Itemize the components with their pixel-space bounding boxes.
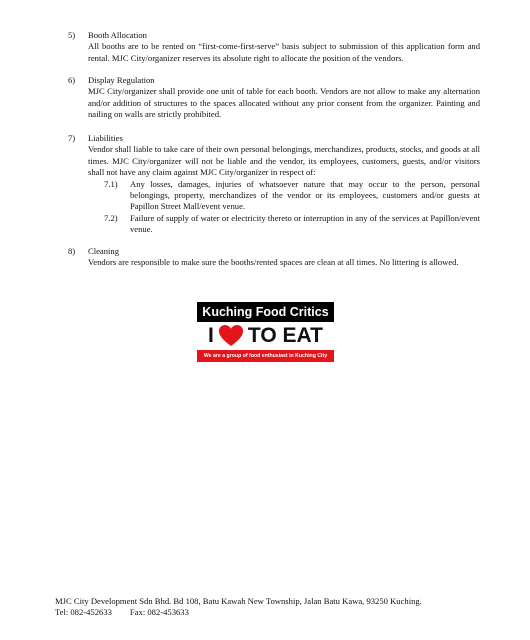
section-number: 8) <box>68 246 76 256</box>
section-number: 7) <box>68 133 76 143</box>
kuching-food-critics-logo <box>197 302 334 364</box>
liability-item <box>104 213 480 236</box>
section-title: Booth Allocation <box>88 30 147 40</box>
footer-contact <box>55 607 495 618</box>
footer-address: MJC City Development Sdn Bhd. Bd 108, Batu Kawah New Township, Jalan Batu Kawa, 93250 Kuching. <box>55 596 422 606</box>
liability-item <box>104 179 480 213</box>
liability-item-text: Failure of supply of water or electricity thereto or interruption in any of the services at Papillon/event venue. <box>130 212 480 235</box>
footer-tel: Tel: 082-452633 <box>55 607 112 617</box>
heart-icon <box>219 325 243 347</box>
section-body: Vendor shall liable to take care of their own personal belongings, merchandizes, products, stocks, and goods at all times. MJC City/organizer will not be liable and the vendor, its employees, customers, guests, and/or visitors shall not have any claim against MJC City/organizer in respect of: <box>88 144 480 178</box>
section-body: MJC City/organizer shall provide one unit of table for each booth. Vendors are not allow to make any alternation and/or addition of structures to the spaces allocated without any prior consent from the organizer. Painting and nailing on walls are strictly prohibited. <box>88 86 480 120</box>
page-footer <box>55 596 495 618</box>
liability-item-number: 7.1) <box>104 178 118 189</box>
section-title: Display Regulation <box>88 75 155 85</box>
logo-slogan-left: I <box>208 324 214 347</box>
liability-item-text: Any losses, damages, injuries of whatsoever nature that may occur to the person, personal belongings, property, merchandizes of the vendor or its employees, customers and/or guests at Papillon Street Mall/event venue. <box>130 178 480 212</box>
logo-slogan <box>197 322 334 350</box>
section-body: Vendors are responsible to make sure the booths/rented spaces are clean at all times. No littering is allowed. <box>88 257 459 268</box>
section-cleaning <box>68 246 480 269</box>
section-number: 5) <box>68 30 76 40</box>
section-display-regulation <box>68 75 480 121</box>
section-liabilities <box>68 133 480 236</box>
logo-tagline: We are a group of food enthusiast in Kuching City <box>197 350 334 362</box>
logo-title: Kuching Food Critics <box>197 302 334 322</box>
logo-slogan-right: TO EAT <box>247 324 323 347</box>
footer-fax: Fax: 082-453633 <box>129 607 189 617</box>
section-number: 6) <box>68 75 76 85</box>
section-title: Liabilities <box>88 133 123 143</box>
liability-sub-list <box>104 179 480 236</box>
section-title: Cleaning <box>88 246 120 256</box>
section-body: All booths are to be rented on “first-come-first-serve” basis subject to submission of this application form and rental. MJC City/organizer reserves its absolute right to allocate the position of the vendors. <box>88 41 480 63</box>
section-booth-allocation <box>68 30 480 64</box>
liability-item-number: 7.2) <box>104 212 118 223</box>
